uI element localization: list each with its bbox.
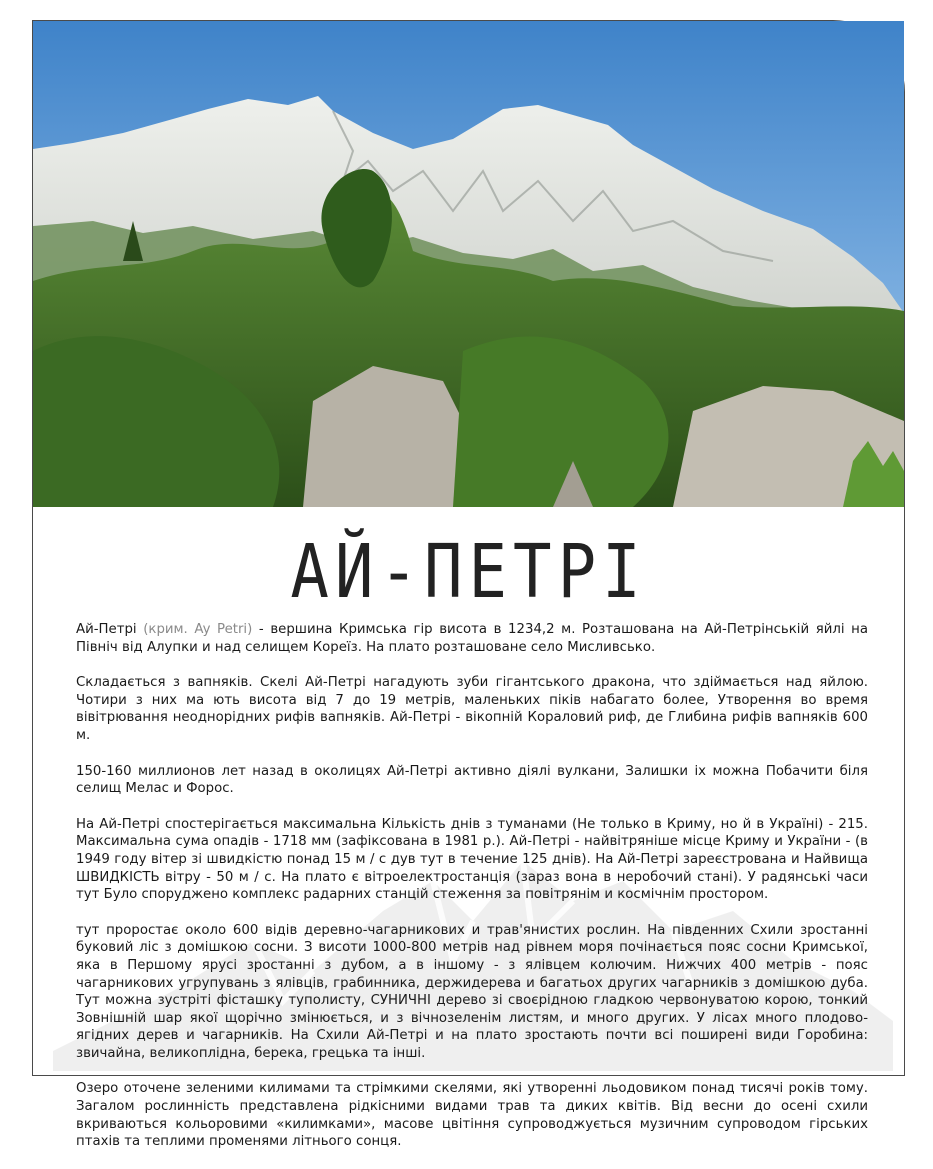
paragraph-flora: тут проростає около 600 відів деревно-чагарникових и трав'янистих рослин. На південних Схили зростанні буковий ліс з домішкою сосни. З висоти 1000-800 метрів над рівнем моря почінається пояс сосни Кримської, яка в Першому ярусі зростанні з дубом, а в іншому - з ялівцем колючим. Нижчих 400 метрів - пояс чагарникових угрупувань з ялівців, грабинника, держидерева и багатьох других чагарників з домішкою дуба. Тут можна зустріті фісташку туполисту, СУНИЧНІ дерево зі своєрідною гладкою червонуватою корою, тонкий Зовнішній шар якої щорічно змінюється, и з вічнозеленім листям, и много других. У лісах много плодово-ягідних дерев и чагарників. На Схили Ай-Петрі и на плато зростають почти всі поширені види Горобина: звичайна, великоплідна, берека, грецька та інші. <box>76 922 868 1061</box>
page-title: АЙ-ПЕТРІ <box>290 530 647 616</box>
intro-paragraph <box>76 621 868 656</box>
intro-text: - вершина Кримська гір висота в 1234,2 м. Розташована на Ай-Петрінській яйлі на Північ від Алупки и над селищем Кореїз. На плато розташоване село Мисливсько. <box>76 622 868 655</box>
intro-name: Ай-Петрі <box>76 622 137 637</box>
paragraph-lake: Озеро оточене зеленими килимами та стрімкими скелями, які утворенні льодовиком понад тисячі років тому. Загалом рослинність представлена рідкісними видами трав та диких квітів. Від весни до осені схили вкриваються кольоровими «килимками», масове цвітіння супроводжується музичним супроводом гірських птахів та теплими променями літнього сонця. <box>76 1081 868 1150</box>
article-body <box>76 621 868 1169</box>
ai-petri-photo <box>33 21 904 507</box>
paragraph-geology: Складається з вапняків. Скелі Ай-Петрі нагадують зуби гігантського дракона, что здіймається над яйлою. Чотири з них ма ють висота від 7 до 19 метрів, маленьких піків набагато более, Утворення во время вівітрювання неоднорідних рифів вапняків. Ай-Петрі - вікопній Кораловий риф, де Глибина рифів вапняків 600 м. <box>76 675 868 743</box>
page-frame <box>32 20 905 1150</box>
paragraph-volcanoes: 150-160 миллионов лет назад в околицях Ай-Петрі активно діялі вулкани, Залишки іх можна Побачити біля селищ Мелас и Форос. <box>76 763 868 797</box>
paragraph-climate: На Ай-Петрі спостерігається максимальна Кількість днів з туманами (Не только в Криму, но й в Україні) - 215. Максимальна сума опадів - 1718 мм (зафіксована в 1981 р.). Ай-Петрі - найвітряніше місце Криму и України - (в 1949 году вітер зі швидкістю понад 15 м / с дув тут в течение 125 днів). На Ай-Петрі зареєстрована и Найвища ШВИДКІСТЬ вітру - 50 м / с. На плато є вітроелектростанція (зараз вона в неробочий стані). У радянські часи тут Було споруджено комплекс радарних станцій стеження за повітрянім и космічнім простором. <box>76 816 868 903</box>
intro-alt-name: (крим. Ay Petri) <box>143 622 253 637</box>
